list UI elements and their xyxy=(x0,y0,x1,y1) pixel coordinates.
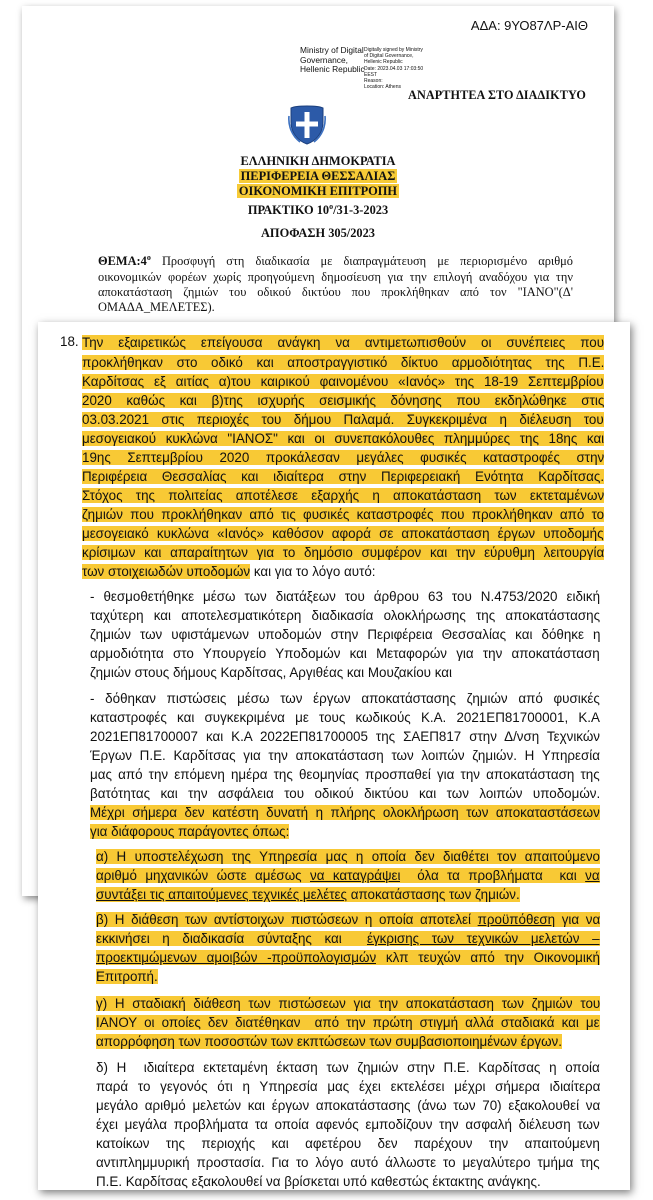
greek-coat-of-arms-icon xyxy=(288,104,326,146)
text-run: Έργων Π.Ε. Καρδίτσας για την αποκατάσταση των λοιπών ζημιών. Η Υπηρεσία xyxy=(90,748,600,763)
text-run: αντιπλημμυρική προστασία. Για το λόγο αυτό άλλωστε το μεγαλύτερο τμήμα της xyxy=(96,1155,600,1170)
paragraph-number: 18. xyxy=(60,334,79,349)
highlighted-text: 03.03.2021 στις περιοχές του δήμου Παλαμά. Συγκεκριμένα η διέλευση του xyxy=(82,412,604,427)
text-line xyxy=(90,588,600,605)
ada-code: ΑΔΑ: 9ΥΟ87ΛΡ-ΑΙΘ xyxy=(470,18,588,33)
text-line xyxy=(82,544,604,561)
committee-title: ΟΙΚΟΝΟΜΙΚΗ ΕΠΙΤΡΟΠΗ xyxy=(238,184,398,198)
highlighted-text: των στοιχειωδών υποδομών xyxy=(82,564,251,579)
highlighted-text: Την εξαιρετικώς επείγουσα ανάγκη να αντιμετωπισθούν οι συνέπειες που xyxy=(82,335,605,350)
text-run: έχει μεγάλα προβλήματα τα οποία αφενός εμποδίζουν την ασφαλή διέλευση των xyxy=(96,1117,600,1132)
highlighted-text: Επιτροπή. xyxy=(96,969,158,984)
text-line xyxy=(82,468,604,485)
text-line xyxy=(90,607,600,624)
highlighted-text: συντάξει τις απαιτούμενες τεχνικές μελέτες xyxy=(96,887,347,902)
text-line xyxy=(82,487,604,504)
text-run: - δόθηκαν πιστώσεις μέσω των έργων αποκατάστασης ζημιών από φυσικές xyxy=(90,691,600,706)
text-line xyxy=(82,430,604,447)
posted-online-notice: ΑΝΑΡΤΗΤΕΑ ΣΤΟ ΔΙΑΔΙΚΤΥΟ xyxy=(408,88,586,102)
highlighted-text: γ) Η σταδιακή διάθεση των πιστώσεων για την αποκατάσταση των ζημιών του xyxy=(96,996,601,1011)
text-line xyxy=(96,1116,600,1133)
text-line xyxy=(82,525,604,542)
text-line xyxy=(90,823,289,840)
subject-paragraph xyxy=(98,250,573,316)
highlighted-text: Στόχος της πολιτείας αποτέλεσε εξαρχής η αποκατάσταση των εκτεταμένων xyxy=(82,488,605,503)
highlighted-text: Περιφέρεια Θεσσαλίας και ιδιαίτερα στην Περιφερειακή Ενότητα Καρδίτσας. xyxy=(82,469,605,484)
text-line xyxy=(96,848,600,865)
text-run: μας από την επόμενη ημέρα της θεομηνίας προσπαθεί για την αποκατάσταση της xyxy=(90,767,600,782)
text-line xyxy=(96,1173,541,1190)
text-line xyxy=(90,766,600,783)
text-run: - θεσμοθετήθηκε μέσω των διατάξεων του άρθρου 63 του Ν.4753/2020 ειδική xyxy=(90,589,601,604)
text-line xyxy=(90,709,600,726)
text-line xyxy=(96,1059,600,1076)
text-line xyxy=(96,867,600,884)
decision-number: ΑΠΟΦΑΣΗ 305/2023 xyxy=(260,226,375,240)
text-run: ζημιών των υφιστάμενων υποδομών στην Περιφέρεια Θεσσαλίας και δόθηκε η xyxy=(90,627,601,642)
highlighted-text: ζημιών που προκλήθηκαν από τις φυσικές καταστροφές που προκλήθηκαν από το xyxy=(82,507,605,522)
minutes-number: ΠΡΑΚΤΙΚΟ $10^o/31-3-2023$ xyxy=(247,202,389,218)
highlighted-text: α) Η υποστελέχωση της Υπηρεσία μας η οποία δεν διαθέτει τον απαιτούμενο xyxy=(96,849,600,864)
text-line xyxy=(90,645,600,662)
highlighted-text: 2020 καθώς και β)της ισχυρής σεισμικής δόνησης που εκδηλώθηκε στις xyxy=(82,393,605,408)
text-line xyxy=(90,728,600,745)
text-line xyxy=(96,1154,600,1171)
text-line xyxy=(90,664,452,681)
text-run: Π.Ε. Καρδίτσας εξακολουθεί να βρίσκεται υπό καθεστώς έκτακτης ανάγκης. xyxy=(96,1174,541,1189)
text-line xyxy=(96,1033,562,1050)
text-line xyxy=(90,747,600,764)
text-run: κατοίκων της περιοχής και αφετέρου δεν παρέχουν την απαιτούμενη xyxy=(96,1136,600,1151)
republic-title: ΕΛΛΗΝΙΚΗ ΔΗΜΟΚΡΑΤΙΑ xyxy=(240,154,396,168)
text-line xyxy=(96,949,600,966)
text-line xyxy=(90,785,600,802)
text-line xyxy=(96,1097,600,1114)
text-line xyxy=(90,804,600,821)
decision-excerpt-page xyxy=(38,322,630,1190)
text-line xyxy=(96,911,600,928)
highlighted-text: Μέχρι σήμερα δεν κατέστη δυνατή η πλήρης ολοκλήρωση των αποκαταστάσεων xyxy=(90,805,600,820)
text-line xyxy=(90,626,600,643)
highlighted-text: προϋπόθεση xyxy=(477,912,556,927)
text-line xyxy=(96,886,520,903)
issuer-block xyxy=(22,154,614,218)
text-line xyxy=(82,411,604,428)
highlighted-text: αριθμό μηχανικών ώστε αμέσως xyxy=(96,868,310,883)
text-run: ζημιών στους δήμους Καρδίτσας, Αργιθέας και Μουζακίου και xyxy=(90,665,452,680)
highlighted-text: 19ης Σεπτεμβρίου 2020 προκάλεσαν μεγάλες φυσικές καταστροφές στην xyxy=(82,450,605,465)
highlighted-text: έγκρισης των τεχνικών μελετών – xyxy=(366,931,600,946)
text-line xyxy=(96,968,158,985)
text-line xyxy=(96,1014,600,1031)
text-run: και για το λόγο αυτό: xyxy=(250,564,376,579)
region-title: ΠΕΡΙΦΕΡΕΙΑ ΘΕΣΣΑΛΙΑΣ xyxy=(240,169,396,183)
text-run: δ) Η ιδιαίτερα εκτεταμένη έκταση των ζημιών στην Π.Ε. Καρδίτσας η οποία xyxy=(96,1060,600,1075)
highlighted-text: για διάφορους παράγοντες όπως: xyxy=(90,824,290,839)
text-run: βατότητας και την ασφάλεια του οδικού δικτύου και των λοιπών υποδομών. xyxy=(90,786,601,801)
text-run: παρά το γεγονός ότι η Υπηρεσία μας έχει εκτελέσει μέχρι σήμερα ιδιαίτερα xyxy=(96,1079,601,1094)
highlighted-text: όλα τα προβλήματα και xyxy=(400,868,586,883)
text-run: αρμοδιότητα στο Υπουργείο Υποδομών και Μεταφορών για την αποκατάσταση xyxy=(90,646,600,661)
text-line xyxy=(96,1078,600,1095)
subject-label: $\Theta EMA:4^o$ xyxy=(98,253,151,269)
signer-name: Ministry of Digital Governance, Hellenic Republic xyxy=(300,45,365,75)
highlighted-text: Καρδίτσας εξ αιτίας α)του καιρικού φαινομένου «Ιανός» της 18-19 Σεπτεμβρίου xyxy=(82,374,604,389)
text-line xyxy=(82,392,604,409)
highlighted-text: προκλήθηκαν στο οδικό και αποστραγγιστικό δίκτυο αρμοδιότητας της Π.Ε. xyxy=(82,355,605,370)
digital-signature-details: Digitally signed by Ministry of Digital Governance, Hellenic Republic Date: 2023.04.03 17:03:50 EEST Reason: Location: Athens xyxy=(364,47,424,91)
text-line xyxy=(82,563,376,580)
highlighted-text: β) Η διάθεση των αντίστοιχων πιστώσεων η οποία αποτελεί xyxy=(96,912,478,927)
text-run: μεγάλο αριθμό μελετών και έργων αποκατάστασης (άνω των 70) εξακολουθεί να xyxy=(96,1098,601,1113)
highlighted-text: εκκινήσει η διαδικασία σύνταξης και xyxy=(96,931,367,946)
text-run: καταστροφές και συγκεκριμένα με τους κωδικούς Κ.Α. 2021ΕΠ81700001, Κ.Α xyxy=(90,710,600,725)
text-line xyxy=(96,995,600,1012)
highlighted-text: κλπ τευχών από την Οικονομική xyxy=(376,950,601,965)
text-line xyxy=(82,334,604,351)
text-line xyxy=(90,690,600,707)
highlighted-text: αποκατάστασης των ζημιών. xyxy=(346,887,520,902)
highlighted-text: να καταγράψει xyxy=(310,868,401,883)
subject-text: Προσφυγή στη διαδικασία με διαπραγμάτευση με περιορισμένο αριθμό οικονομικών φορέων χωρίς προηγούμενη δημοσίευση για την επιλογή αναδόχου για την αποκατάσταση ζημιών του οδικού δικτύου που προκλήθηκαν από τον "ΙΑΝΟ"(Δ' ΟΜΑΔΑ_ΜΕΛΕΤΕΣ). xyxy=(98,254,573,315)
text-line xyxy=(82,506,604,523)
text-line xyxy=(82,449,604,466)
text-line xyxy=(82,354,604,371)
highlighted-text: μεσογειακό κυκλώνα «Ιανός» καθόσον αφορά σε αποκατάσταση έργων υποδομής xyxy=(82,526,604,541)
text-line xyxy=(82,373,604,390)
highlighted-text: κρίσιμων και απαραίτητων για το δημόσιο συμφέρον και την εύρυθμη λειτουργία xyxy=(82,545,605,560)
text-run: ταχύτερη και αποτελεσματικότερη διαδικασία ολοκλήρωσης της αποκατάστασης xyxy=(90,608,601,623)
highlighted-text: ΙΑΝΟΥ οι οποίες δεν διατέθηκαν από την πρώτη στιγμή αλλά σταδιακά και με xyxy=(96,1015,600,1030)
highlighted-text: να xyxy=(585,868,600,883)
highlighted-text: απορρόφηση των ποσοστών των εκπτώσεων των συμβασιοποιημένων έργων. xyxy=(96,1034,562,1049)
highlighted-text: για να xyxy=(555,912,601,927)
text-line xyxy=(96,930,600,947)
highlighted-text: μεσογειακού κυκλώνα "ΙΑΝΟΣ" και οι συνεπακόλουθες πλημμύρες της 18ης και xyxy=(82,431,605,446)
text-run: 2021ΕΠ81700007 και Κ.Α 2022ΕΠ81700005 της ΣΑΕΠ817 στην Δ/νση Τεχνικών xyxy=(90,729,600,744)
highlighted-text: προεκτιμώμενων αμοιβών -προϋπολογισμών xyxy=(96,950,377,965)
text-line xyxy=(96,1135,600,1152)
